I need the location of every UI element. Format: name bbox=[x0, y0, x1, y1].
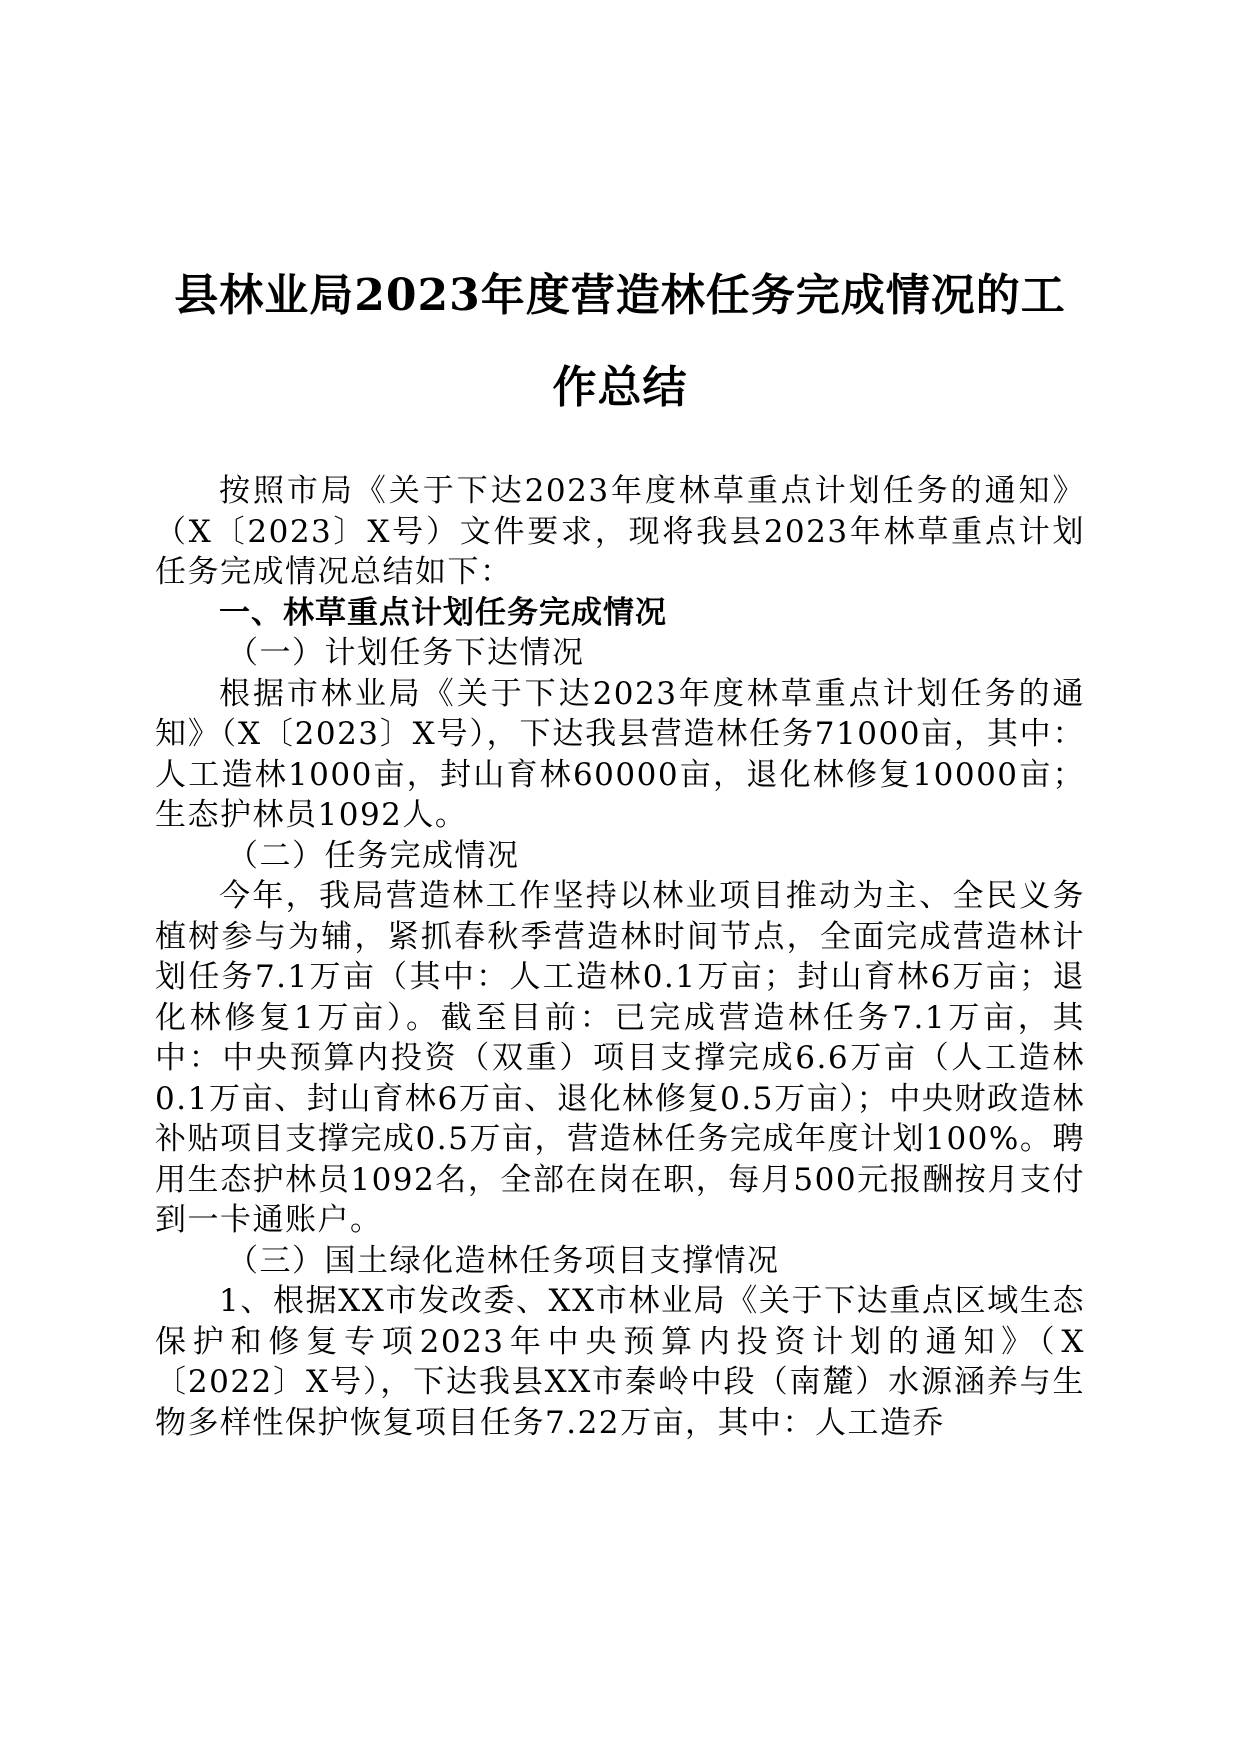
subsection-heading-2: （二）任务完成情况 bbox=[227, 837, 520, 874]
title-line-2: 作总结 bbox=[552, 362, 688, 413]
section-heading-1: 一、林草重点计划任务完成情况 bbox=[219, 594, 667, 631]
paragraph-plan-tasks: 根据市林业局《关于下达2023年度林草重点计划任务的通知》（X〔2023〕X号），下达我县营造林任务71000亩，其中：人工造林1000亩，封山育林60000亩，退化林修复10000亩；生态护林员1092人。 bbox=[155, 675, 1085, 833]
subsection-heading-3: （三）国土绿化造林任务项目支撑情况 bbox=[227, 1242, 780, 1279]
title-line-1: 县林业局2023年度营造林任务完成情况的工 bbox=[174, 270, 1066, 321]
paragraph-completion: 今年，我局营造林工作坚持以林业项目推动为主、全民义务植树参与为辅，紧抓春秋季营造林时间节点，全面完成营造林计划任务7.1万亩（其中：人工造林0.1万亩；封山育林6万亩；退化林修复1万亩）。截至目前：已完成营造林任务7.1万亩，其中：中央预算内投资（双重）项目支撑完成6.6万亩（人工造林0.1万亩、封山育林6万亩、退化林修复0.5万亩）；中央财政造林补贴项目支撑完成0.5万亩，营造林任务完成年度计划100%。聘用生态护林员1092名，全部在岗在职，每月500元报酬按月支付到一卡通账户。 bbox=[155, 878, 1085, 1238]
document-title bbox=[150, 250, 1090, 434]
subsection-heading-1: （一）计划任务下达情况 bbox=[227, 635, 585, 671]
intro-paragraph: 按照市局《关于下达2023年度林草重点计划任务的通知》（X〔2023〕X号）文件要求，现将我县2023年林草重点计划任务完成情况总结如下： bbox=[155, 473, 1085, 590]
paragraph-project-support: 1、根据XX市发改委、XX市林业局《关于下达重点区域生态保护和修复专项2023年中央预算内投资计划的通知》（X〔2022〕X号），下达我县XX市秦岭中段（南麓）水源涵养与生物多样性保护恢复项目任务7.22万亩，其中：人工造乔 bbox=[155, 1283, 1085, 1441]
document-body bbox=[155, 471, 1085, 1443]
